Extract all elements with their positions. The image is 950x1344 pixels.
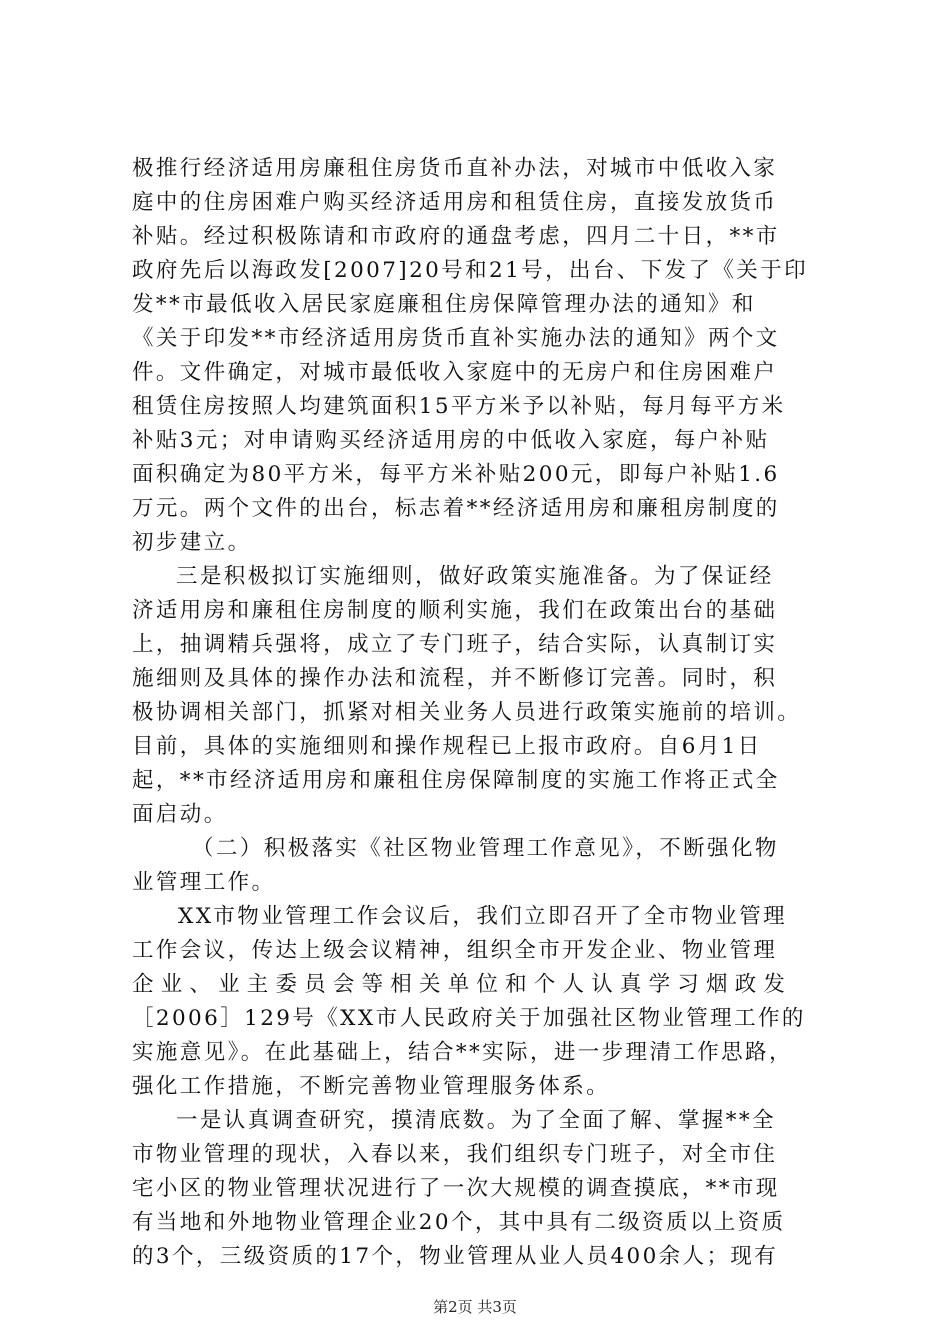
text-line: 件。文件确定，对城市最低收入家庭中的无房户和住房困难户 [132, 360, 778, 385]
text-line: ［2006］129号《XX市人民政府关于加强社区物业管理工作的 [132, 1006, 806, 1031]
text-line: 面积确定为80平方米，每平方米补贴200元，即每户补贴1.6 [132, 462, 780, 487]
text-line: 实施意见》。在此基础上，结合**实际，进一步理清工作思路， [132, 1040, 793, 1065]
document-body [132, 152, 832, 1274]
text-line: 政府先后以海政发[2007]20号和21号，出台、下发了《关于印 [132, 258, 809, 283]
text-line: 的3个，三级资质的17个，物业管理从业人员400余人；现有 [132, 1244, 779, 1269]
text-line: 目前，具体的实施细则和操作规程已上报市政府。自6月1日 [132, 734, 762, 759]
text-line: 补贴3元；对申请购买经济适用房的中低收入家庭，每户补贴 [132, 428, 770, 453]
text-line: 初步建立。 [132, 530, 252, 555]
text-line: 万元。两个文件的出台，标志着**经济适用房和廉租房制度的 [132, 496, 780, 521]
text-line: 极推行经济适用房廉租住房货币直补办法，对城市中低收入家 [132, 156, 778, 181]
paragraph-first-line: XX市物业管理工作会议后，我们立即召开了全市物业管理 [178, 904, 788, 929]
section-heading-continued: 业管理工作。 [132, 870, 276, 895]
paragraph-first-line: 三是积极拟订实施细则，做好政策实施准备。为了保证经 [176, 564, 774, 589]
text-line: 起，**市经济适用房和廉租住房保障制度的实施工作将正式全 [132, 768, 780, 793]
text-line: 强化工作措施，不断完善物业管理服务体系。 [132, 1074, 611, 1099]
text-line: 市物业管理的现状，入春以来，我们组织专门班子，对全市住 [132, 1142, 778, 1167]
page-number-footer: 第2页 共3页 [433, 1298, 517, 1316]
text-line: 发**市最低收入居民家庭廉租住房保障管理办法的通知》和 [132, 292, 756, 317]
text-line: 补贴。经过积极陈请和市政府的通盘考虑，四月二十日，**市 [132, 224, 780, 249]
text-line: 《关于印发**市经济适用房货币直补实施办法的通知》两个文 [132, 326, 780, 351]
text-line: 济适用房和廉租住房制度的顺利实施，我们在政策出台的基础 [132, 598, 778, 623]
text-line: 上，抽调精兵强将，成立了专门班子，结合实际，认真制订实 [132, 632, 778, 657]
text-line: 企业、业主委员会等相关单位和个人认真学习烟政发 [132, 972, 793, 997]
paragraph-first-line: 一是认真调查研究，摸清底数。为了全面了解、掌握**全 [176, 1108, 776, 1133]
text-line: 宅小区的物业管理状况进行了一次大规模的调查摸底，**市现 [132, 1176, 780, 1201]
text-line: 庭中的住房困难户购买经济适用房和租赁住房，直接发放货币 [132, 190, 778, 215]
text-line: 工作会议，传达上级会议精神，组织全市开发企业、物业管理 [132, 938, 778, 963]
text-line: 租赁住房按照人均建筑面积15平方米予以补贴，每月每平方米 [132, 394, 786, 419]
section-heading: （二）积极落实《社区物业管理工作意见》，不断强化物 [192, 836, 779, 861]
text-line: 面启动。 [132, 802, 228, 827]
text-line: 有当地和外地物业管理企业20个，其中具有二级资质以上资质 [132, 1210, 786, 1235]
text-line: 施细则及具体的操作办法和流程，并不断修订完善。同时，积 [132, 666, 778, 691]
text-line: 极协调相关部门，抓紧对相关业务人员进行政策实施前的培训。 [132, 700, 802, 725]
